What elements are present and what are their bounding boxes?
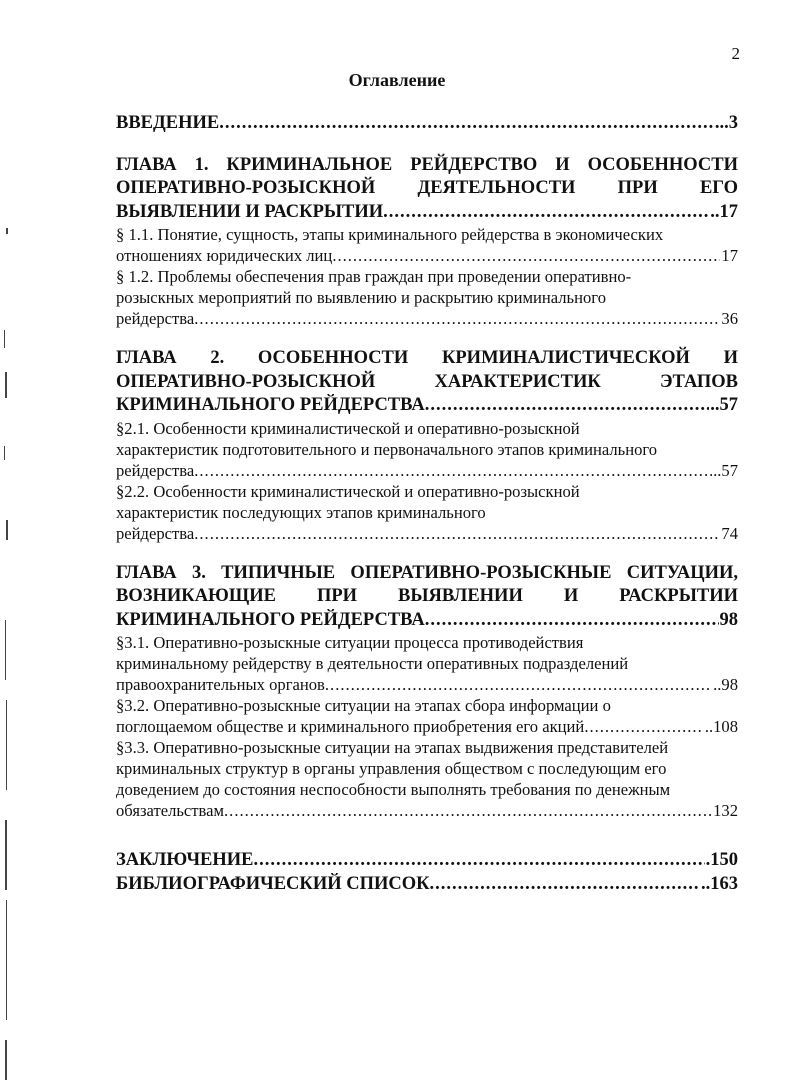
toc-entry-title-line: характеристик подготовительного и первоначального этапов криминального (116, 439, 658, 459)
toc-chapter-entry (116, 347, 738, 418)
dot-leader (584, 716, 704, 737)
toc-entry-leader-line (116, 609, 738, 633)
toc-entry-title-last-line: ВЫЯВЛЕНИИ И РАСКРЫТИИ (116, 201, 384, 222)
toc-entry-title-last-line: обязательствам (116, 801, 225, 820)
toc-section-entry (116, 266, 738, 329)
page-number: 2 (731, 44, 740, 63)
toc-section-entry (116, 632, 738, 695)
toc-entry-title-line: ГЛАВА 3. ТИПИЧНЫЕ ОПЕРАТИВНО-РОЗЫСКНЫЕ СИТУАЦИИ, (116, 562, 738, 583)
toc-entry-leader-line (116, 849, 738, 873)
toc-entry-leader-line (116, 394, 738, 418)
toc-entry-title-line: характеристик последующих этапов криминального (116, 502, 486, 522)
toc-entry-page-number: ..57 (713, 460, 738, 480)
toc-entry-title-line: ОПЕРАТИВНО-РОЗЫСКНОЙ ДЕЯТЕЛЬНОСТИ ПРИ ЕГО (116, 178, 738, 198)
toc-entry-title-line: ГЛАВА 1. КРИМИНАЛЬНОЕ РЕЙДЕРСТВО И ОСОБЕННОСТИ (116, 154, 738, 175)
toc-section-entry (116, 737, 738, 821)
toc-entry-title-last-line: поглощаемом обществе и криминального приобретения его акций (116, 717, 585, 736)
toc-entry-leader-line (116, 308, 738, 329)
toc-section-entry (116, 695, 738, 737)
toc-entry-title-line: § 1.2. Проблемы обеспечения прав граждан при проведении оперативно- (116, 267, 632, 286)
dot-leader (425, 609, 719, 633)
dot-leader (219, 112, 714, 136)
toc-entry-page-number: .150 (705, 850, 738, 870)
toc-entry-title-last-line: рейдерства (116, 460, 195, 480)
toc-entry-page-number: 98 (719, 609, 738, 630)
toc-entry-page-number: 132 (713, 801, 738, 820)
dot-leader (332, 245, 720, 266)
toc-entry-page-number: 74 (721, 523, 738, 543)
toc-entry-title-last-line: ВВЕДЕНИЕ (116, 113, 220, 133)
toc-entry-page-number: ..108 (704, 717, 738, 736)
toc-entry-page-number: ...3 (714, 113, 738, 133)
toc-entry-leader-line (116, 112, 738, 136)
toc-entry-title-line: ВОЗНИКАЮЩИЕ ПРИ ВЫЯВЛЕНИИ И РАСКРЫТИИ (116, 586, 738, 606)
toc-entry-title-line: §2.1. Особенности криминалистической и оперативно-розыскной (116, 418, 580, 438)
dot-leader (194, 460, 712, 481)
toc-entry-title-line: криминальному рейдерству в деятельности оперативных подразделений (116, 654, 629, 673)
toc-entry-title-line: ГЛАВА 2. ОСОБЕННОСТИ КРИМИНАЛИСТИЧЕСКОЙ И (116, 348, 738, 368)
toc-entry-page-number: ..57 (710, 395, 738, 415)
toc-entry-title-last-line: КРИМИНАЛЬНОГО РЕЙДЕРСТВА (116, 395, 425, 415)
toc-entry-title-line: § 1.1. Понятие, сущность, этапы криминального рейдерства в экономических (116, 225, 664, 244)
toc-section-entry (116, 224, 738, 266)
toc-entry-title-line: §3.2. Оперативно-розыскные ситуации на этапах сбора информации о (116, 696, 611, 715)
toc-entry-page-number: 17 (721, 246, 738, 265)
toc-entry-title-line: §3.3. Оперативно-розыскные ситуации на этапах выдвижения представителей (116, 738, 669, 757)
toc-entry-leader-line (116, 460, 738, 481)
dot-leader (254, 849, 705, 873)
toc-entry-leader-line (116, 716, 738, 737)
toc-entry-title-last-line: БИБЛИОГРАФИЧЕСКИЙ СПИСОК (116, 873, 430, 894)
toc-entry-title-last-line: рейдерства (116, 523, 195, 543)
toc-entry-leader-line (116, 674, 738, 695)
dot-leader (224, 800, 712, 821)
toc-entry-title-line: ОПЕРАТИВНО-РОЗЫСКНОЙ ХАРАКТЕРИСТИК ЭТАПОВ (116, 371, 738, 392)
dot-leader (194, 308, 720, 329)
toc-entry-title-line: криминальных структур в органы управления обществом с последующим его (116, 759, 667, 778)
table-of-contents (116, 112, 738, 896)
toc-entry-page-number: ..98 (713, 675, 738, 694)
toc-entry-title-last-line: КРИМИНАЛЬНОГО РЕЙДЕРСТВА (116, 609, 425, 630)
toc-entry-leader-line (116, 201, 738, 225)
toc-entry-title-line: розыскных мероприятий по выявлению и раскрытию криминального (116, 288, 606, 307)
toc-chapter-entry (116, 562, 738, 633)
toc-entry-page-number: ..163 (701, 873, 738, 894)
dot-leader (325, 674, 712, 695)
toc-entry-leader-line (116, 800, 738, 821)
document-title: Оглавление (348, 70, 446, 90)
toc-entry-title-line: §3.1. Оперативно-розыскные ситуации процесса противодействия (116, 633, 584, 652)
dot-leader (425, 394, 710, 418)
scan-edge-artifacts (0, 0, 16, 1092)
toc-entry-title-last-line: рейдерства (116, 309, 195, 328)
toc-entry-leader-line (116, 523, 738, 544)
toc-section-entry (116, 481, 738, 544)
toc-chapter-entry (116, 849, 738, 873)
dot-leader (383, 201, 709, 225)
toc-entry-title-last-line: ЗАКЛЮЧЕНИЕ (116, 850, 254, 870)
toc-entry-title-last-line: отношениях юридических лиц (116, 246, 333, 265)
toc-chapter-entry (116, 873, 738, 897)
toc-chapter-entry (116, 154, 738, 225)
toc-entry-page-number: ..17 (710, 201, 738, 222)
toc-entry-leader-line (116, 245, 738, 266)
toc-entry-leader-line (116, 873, 738, 897)
toc-entry-title-last-line: правоохранительных органов (116, 675, 325, 694)
toc-section-entry (116, 418, 738, 481)
toc-entry-page-number: 36 (721, 309, 738, 328)
dot-leader (194, 523, 720, 544)
toc-entry-title-line: §2.2. Особенности криминалистической и оперативно-розыскной (116, 481, 580, 501)
toc-entry-title-line: доведением до состояния неспособности выполнять требования по денежным (116, 780, 671, 799)
toc-chapter-entry (116, 112, 738, 136)
dot-leader (430, 873, 700, 897)
